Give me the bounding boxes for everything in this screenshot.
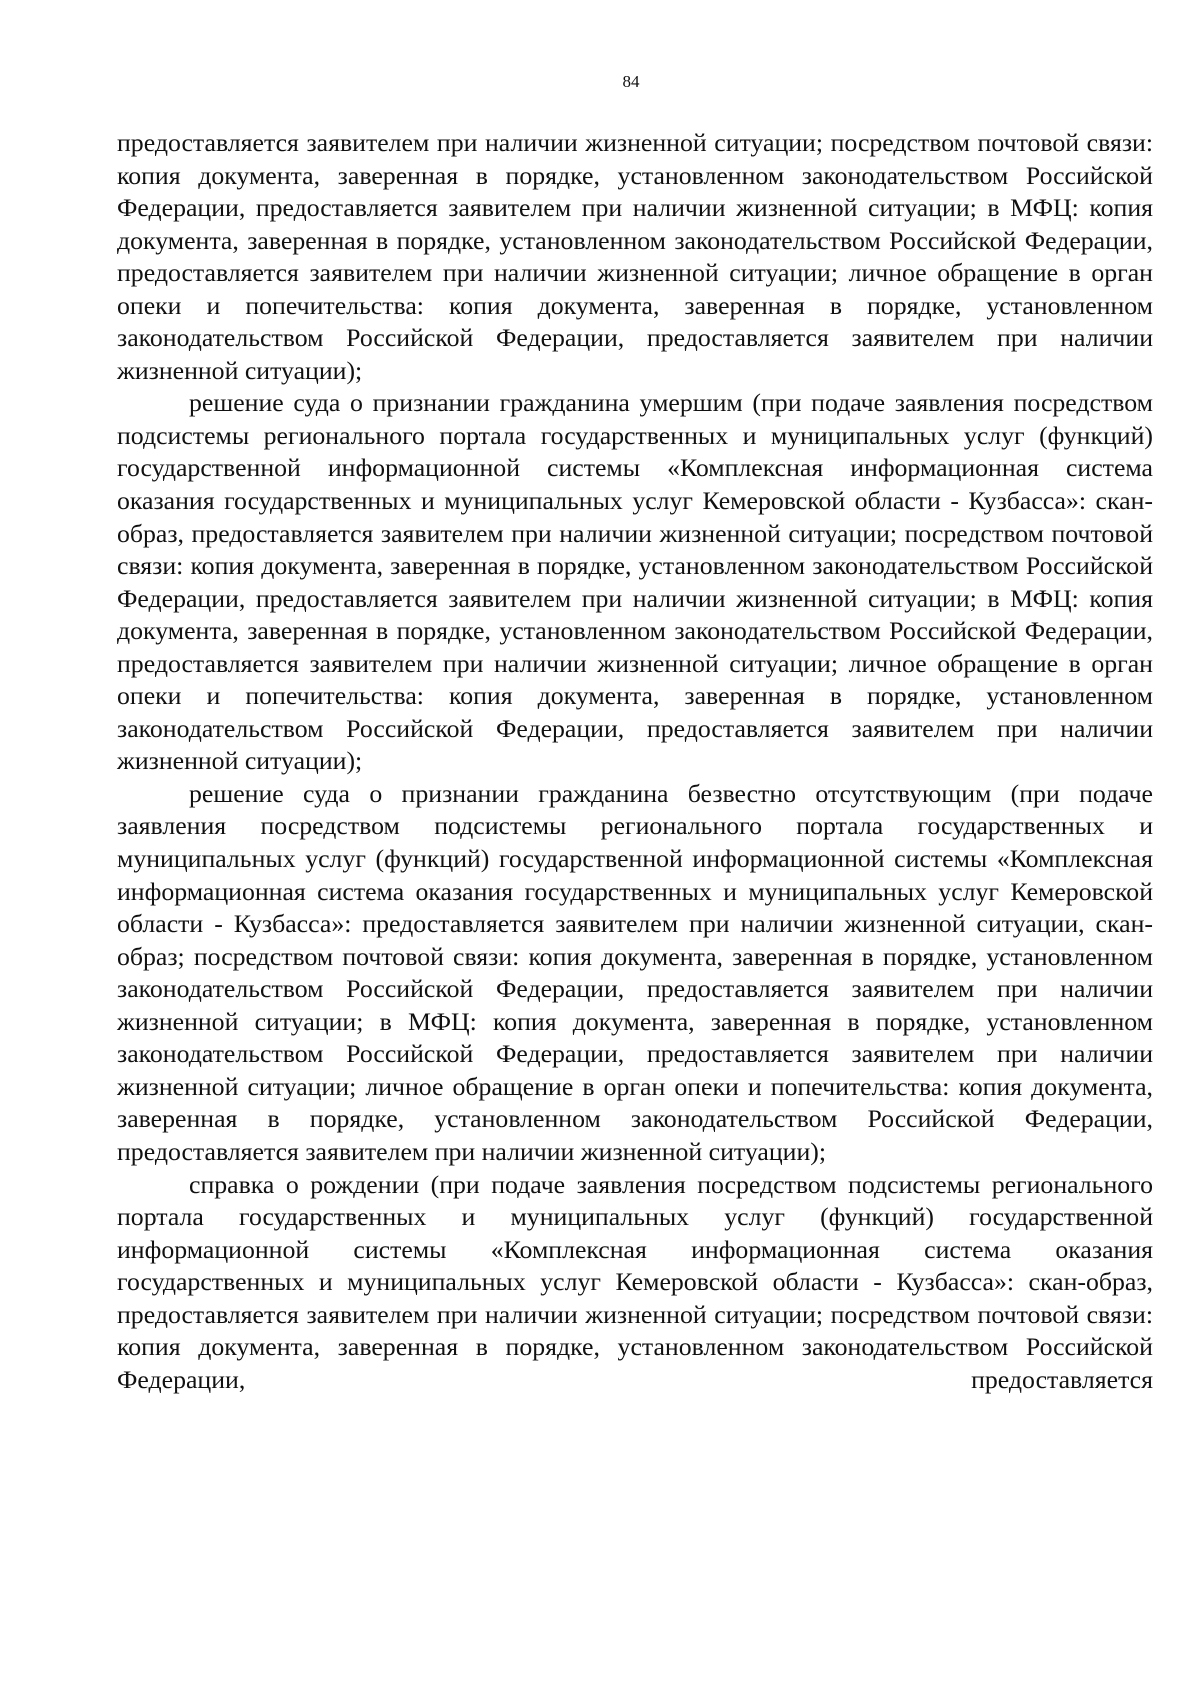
paragraph-death-ruling: решение суда о признании гражданина умершим (при подаче заявления посредством подсистемы регионального портала государственных и муниципальных услуг (функций) государственной информационной системы «Комплексная информационная система оказания государственных и муниципальных услуг Кемеровской области - Кузбасса»: скан-образ, предоставляется заявителем при наличии жизненной ситуации; посредством почтовой связи: копия документа, заверенная в порядке, установленном законодательством Российской Федерации, предоставляется заявителем при наличии жизненной ситуации; в МФЦ: копия документа, заверенная в порядке, установленном законодательством Российской Федерации, предоставляется заявителем при наличии жизненной ситуации; личное обращение в орган опеки и попечительства: копия документа, заверенная в порядке, установленном законодательством Российской Федерации, предоставляется заявителем при наличии жизненной ситуации); — [117, 388, 1153, 776]
paragraph-missing-person-ruling: решение суда о признании гражданина безвестно отсутствующим (при подаче заявления посредством подсистемы регионального портала государственных и муниципальных услуг (функций) государственной информационной системы «Комплексная информационная система оказания государственных и муниципальных услуг Кемеровской области - Кузбасса»: предоставляется заявителем при наличии жизненной ситуации, скан-образ; посредством почтовой связи: копия документа, заверенная в порядке, установленном законодательством Российской Федерации, предоставляется заявителем при наличии жизненной ситуации; в МФЦ: копия документа, заверенная в порядке, установленном законодательством Российской Федерации, предоставляется заявителем при наличии жизненной ситуации; личное обращение в орган опеки и попечительства: копия документа, заверенная в порядке, установленном законодательством Российской Федерации, предоставляется заявителем при наличии жизненной ситуации); — [117, 778, 1153, 1166]
page-number: 84 — [622, 72, 640, 91]
document-body — [117, 127, 1153, 1396]
paragraph-continuation: предоставляется заявителем при наличии жизненной ситуации; посредством почтовой связи: копия документа, заверенная в порядке, установленном законодательством Российской Федерации, предоставляется заявителем при наличии жизненной ситуации; в МФЦ: копия документа, заверенная в порядке, установленном законодательством Российской Федерации, предоставляется заявителем при наличии жизненной ситуации; личное обращение в орган опеки и попечительства: копия документа, заверенная в порядке, установленном законодательством Российской Федерации, предоставляется заявителем при наличии жизненной ситуации); — [117, 128, 1153, 385]
paragraph-birth-certificate: справка о рождении (при подаче заявления посредством подсистемы регионального портала государственных и муниципальных услуг (функций) государственной информационной системы «Комплексная информационная система оказания государственных и муниципальных услуг Кемеровской области - Кузбасса»: скан-образ, предоставляется заявителем при наличии жизненной ситуации; посредством почтовой связи: копия документа, заверенная в порядке, установленном законодательством Российской Федерации, предоставляется — [117, 1169, 1153, 1394]
